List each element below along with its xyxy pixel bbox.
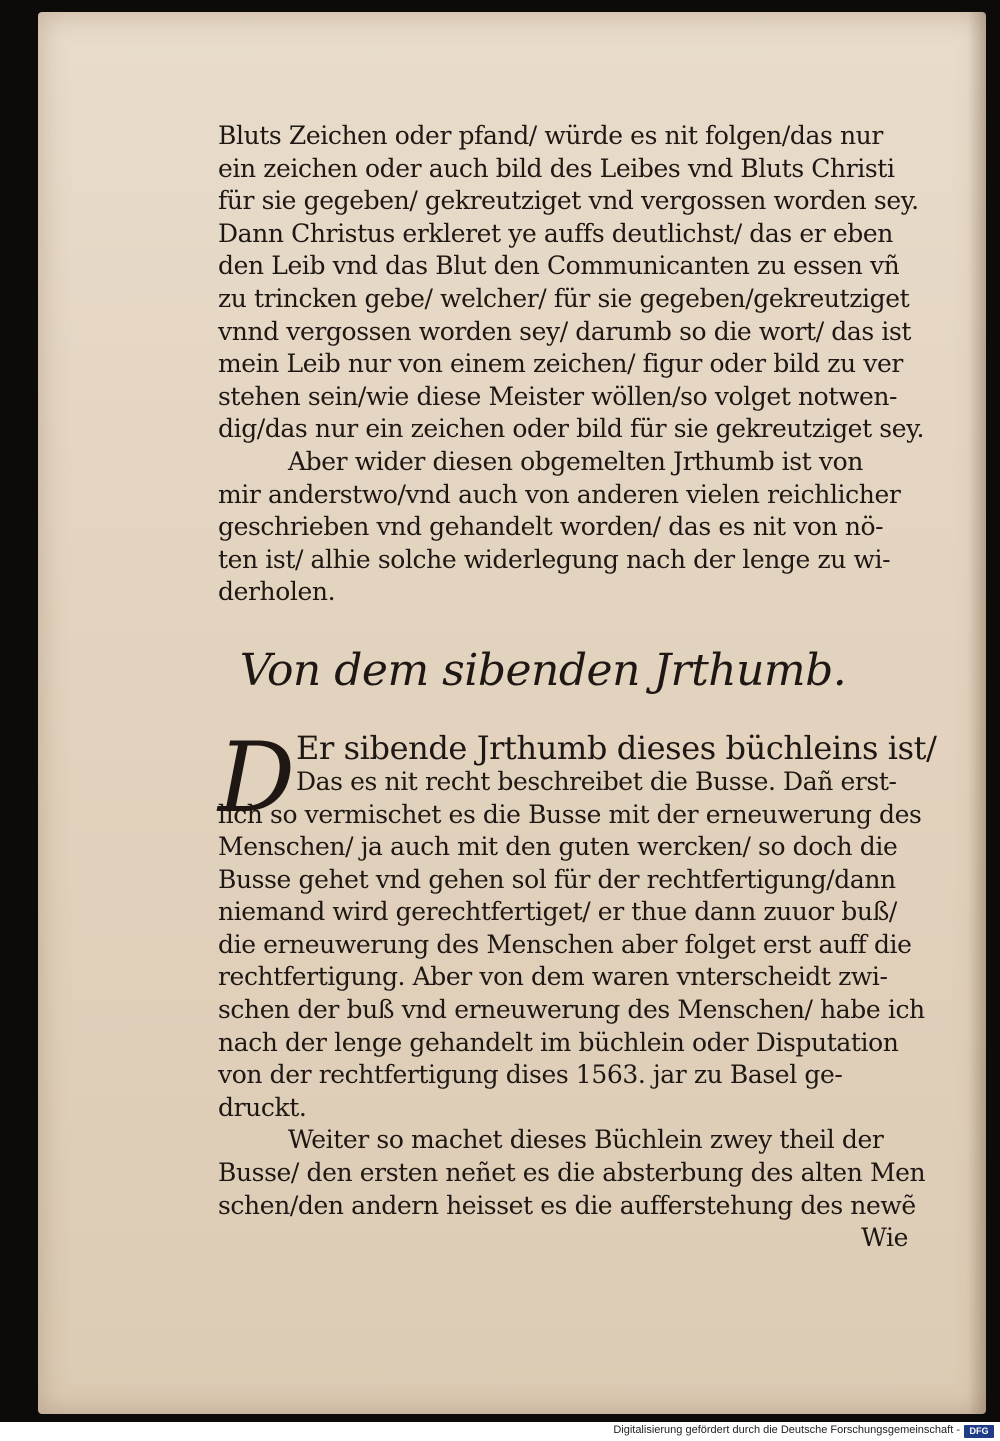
page-shadow [968,12,986,1414]
catchword: Wie [861,1223,908,1253]
text-line: Aber wider diesen obgemelten Jrthumb ist von [288,446,863,476]
paragraph-4 [218,1124,926,1222]
text-line: dig/das nur ein zeichen oder bild für sie gekreutziget sey. [218,414,925,444]
footer-bar [0,1422,1000,1441]
page-text [218,120,937,1255]
text-line: schen/den andern heisset es die aufferstehung des newẽ [218,1190,916,1220]
text-line: vnnd vergossen worden sey/ darumb so die wort/ das ist [218,316,912,346]
text-line: ten ist/ alhie solche widerlegung nach der lenge zu wi- [218,544,891,574]
text-line: Dann Christus erkleret ye auffs deutlichst/ das er eben [218,218,893,248]
paragraph-3 [218,721,937,1125]
text-line: derholen. [218,577,336,607]
text-line: Bluts Zeichen oder pfand/ würde es nit folgen/das nur [218,121,883,150]
text-line: stehen sein/wie diese Meister wöllen/so volget notwen- [218,381,898,411]
book-page [38,12,986,1414]
text-line: ein zeichen oder auch bild des Leibes vnd Bluts Christi [218,153,895,183]
text-line: Weiter so machet dieses Büchlein zwey theil der [288,1125,884,1155]
text-line: nach der lenge gehandelt im büchlein oder Disputation [218,1027,899,1057]
dfg-logo: DFG [964,1425,994,1438]
section-heading: Von dem sibenden Jrthumb. [239,644,847,696]
paragraph-continued [218,120,925,446]
text-line: geschrieben vnd gehandelt worden/ das es nit von nö- [218,512,884,542]
paragraph-3-first-line: Er sibende Jrthumb dieses büchleins ist/ [296,728,937,767]
text-line: rechtfertigung. Aber von dem waren vnterscheidt zwi- [218,962,888,992]
text-line: Busse gehet vnd gehen sol für der rechtfertigung/dann [218,864,896,894]
text-line: Menschen/ ja auch mit den guten wercken/ so doch die [218,832,898,862]
drop-cap-initial: D [218,721,295,834]
text-line: Das es nit recht beschreibet die Busse. Dañ erst- [296,766,897,796]
text-line: schen der buß vnd erneuwerung des Menschen/ habe ich [218,995,925,1025]
text-line: mir anderstwo/vnd auch von anderen vielen reichlicher [218,479,901,509]
text-line: den Leib vnd das Blut den Communicanten zu essen vñ [218,251,900,281]
text-line: druckt. [218,1092,307,1122]
text-line: für sie gegeben/ gekreutziget vnd vergossen worden sey. [218,186,919,216]
paragraph-2 [218,446,908,609]
text-line: mein Leib nur von einem zeichen/ figur oder bild zu ver [218,349,903,379]
text-line: lich so vermischet es die Busse mit der erneuwerung des [218,799,922,829]
text-line: von der rechtfertigung dises 1563. jar zu Basel ge- [218,1060,843,1090]
text-line: zu trincken gebe/ welcher/ für sie gegeben/gekreutziget [218,283,910,313]
text-line: Busse/ den ersten neñet es die absterbung des alten Men [218,1158,926,1188]
footer-credit: Digitalisierung gefördert durch die Deutsche Forschungsgemeinschaft - [613,1424,960,1436]
text-line: die erneuwerung des Menschen aber folget erst auff die [218,929,912,959]
text-line: niemand wird gerechtfertiget/ er thue dann zuuor buß/ [218,897,897,927]
